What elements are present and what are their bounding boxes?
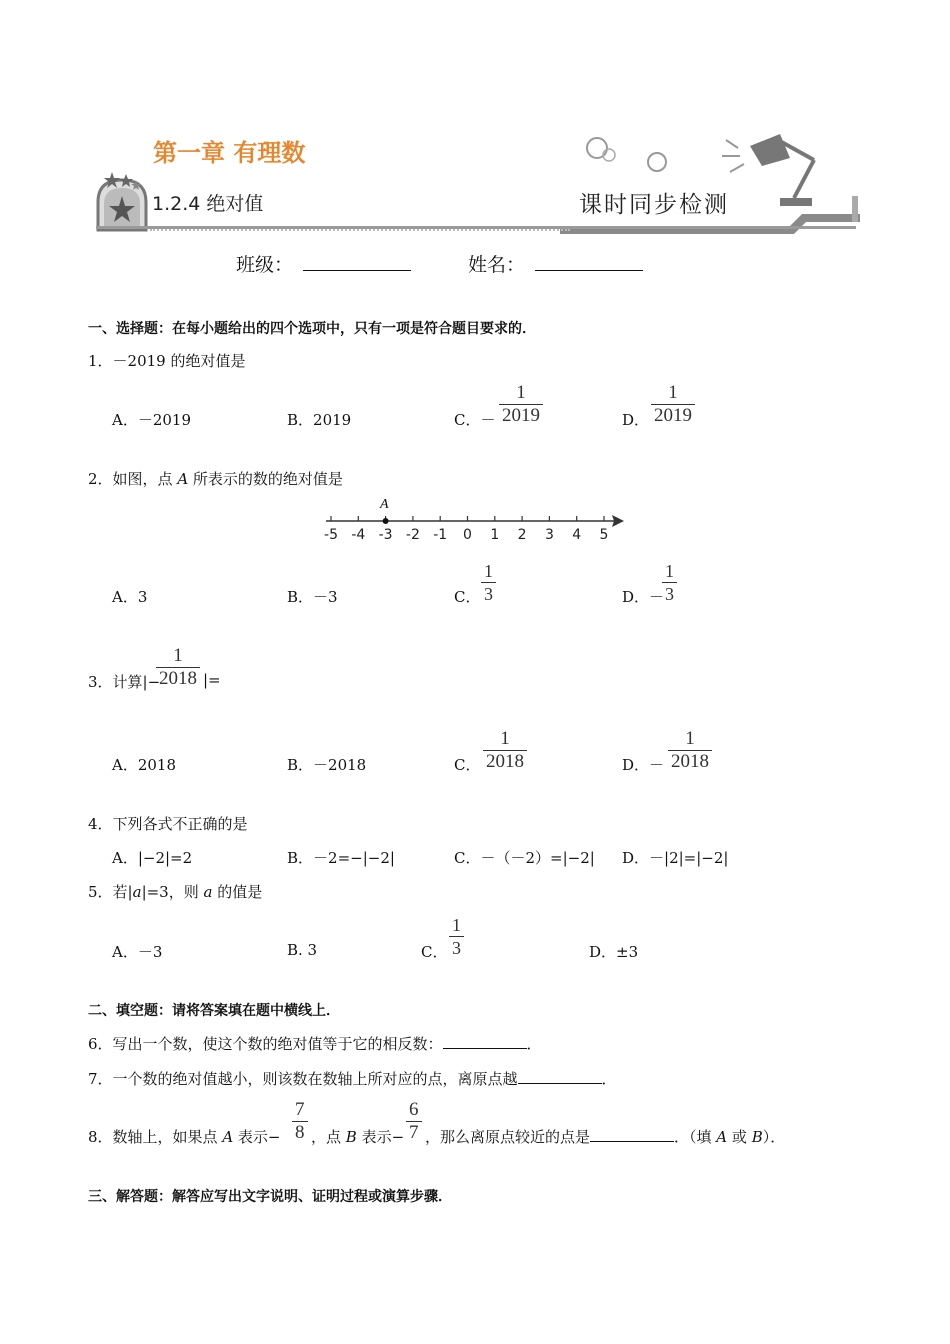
q1-d-denominator: 2019 bbox=[651, 404, 695, 427]
sync-test-title: 课时同步检测 bbox=[579, 192, 729, 218]
q8-p2: 表示− bbox=[233, 1128, 281, 1146]
q5-stem-mid: |=3，则 bbox=[141, 883, 204, 901]
class-label: 班级： bbox=[236, 254, 294, 276]
class-field[interactable] bbox=[236, 250, 411, 277]
q2-stem-pre: 2．如图，点 bbox=[88, 470, 178, 488]
name-field[interactable] bbox=[468, 250, 643, 277]
q5-stem-var2: a bbox=[203, 883, 213, 901]
q5-option-a[interactable]: A．－3 bbox=[112, 943, 163, 961]
q3-d-numerator: 1 bbox=[685, 728, 695, 749]
q1-c-numerator: 1 bbox=[516, 382, 526, 403]
q3-c-denominator: 2018 bbox=[483, 750, 527, 773]
q2-c-denominator: 3 bbox=[481, 582, 496, 605]
q2-stem-post: 所表示的数的绝对值是 bbox=[188, 470, 343, 488]
q7-blank[interactable] bbox=[518, 1083, 602, 1084]
q3-option-d[interactable]: D．－ bbox=[622, 756, 665, 774]
q8-fraction-a bbox=[292, 1099, 308, 1144]
q3-stem-post: |= bbox=[203, 671, 221, 689]
q2-c-fraction bbox=[481, 560, 496, 605]
q5-c-denominator: 3 bbox=[449, 936, 464, 959]
q7 bbox=[88, 1068, 617, 1089]
q4-option-c[interactable]: C．－（－2）=|−2| bbox=[454, 849, 595, 867]
q1-c-fraction bbox=[499, 382, 543, 427]
q4-stem: 4．下列各式不正确的是 bbox=[88, 815, 248, 833]
number-line-tick-label: -4 bbox=[351, 527, 366, 543]
q5-option-c[interactable]: C． bbox=[421, 943, 448, 961]
q2-d-numerator: 1 bbox=[665, 561, 674, 581]
number-line-tick-label: -2 bbox=[405, 527, 420, 543]
section1-title: 一、选择题：在每小题给出的四个选项中，只有一项是符合题目要求的． bbox=[88, 321, 536, 337]
class-blank[interactable] bbox=[303, 270, 411, 271]
q5-stem-pre: 5．若| bbox=[88, 883, 133, 901]
q8-p3: ，点 bbox=[311, 1128, 346, 1146]
q8-p5: ，那么离原点较近的点是 bbox=[425, 1128, 591, 1146]
q8-part3 bbox=[425, 1126, 785, 1147]
number-line bbox=[318, 494, 630, 546]
point-a-dot bbox=[383, 518, 389, 524]
q2-c-numerator: 1 bbox=[484, 561, 493, 581]
q8-p7: 或 bbox=[727, 1128, 752, 1146]
q8-part1 bbox=[88, 1126, 281, 1147]
q5-stem-post: 的值是 bbox=[212, 883, 263, 901]
q3-stem-denominator: 2018 bbox=[156, 667, 200, 690]
number-line-tick-label: 4 bbox=[572, 527, 582, 543]
desk-lamp-icon bbox=[722, 134, 814, 206]
header-dotted-rule bbox=[150, 229, 570, 231]
number-line-tick-label: -5 bbox=[324, 527, 338, 543]
q2-stem-var: A bbox=[177, 470, 189, 488]
q1-d-fraction bbox=[651, 382, 695, 427]
q1-option-b[interactable]: B．2019 bbox=[287, 411, 352, 429]
q8-var-a: A bbox=[222, 1128, 234, 1146]
number-line-tick-label: -1 bbox=[433, 527, 448, 543]
q1-option-a[interactable]: A．－2019 bbox=[112, 411, 192, 429]
q3-option-a[interactable]: A．2018 bbox=[112, 756, 177, 774]
point-a-label: A bbox=[380, 497, 389, 512]
q2-d-fraction bbox=[662, 560, 677, 605]
name-label: 姓名： bbox=[468, 254, 526, 276]
q3-c-numerator: 1 bbox=[500, 728, 510, 749]
bubble-icon bbox=[587, 138, 607, 158]
q2-option-a[interactable]: A．3 bbox=[112, 588, 148, 606]
q6-blank[interactable] bbox=[443, 1048, 527, 1049]
q8-var-a2: A bbox=[716, 1128, 728, 1146]
q7-end: ． bbox=[601, 1070, 617, 1088]
star-badge-icon bbox=[98, 172, 146, 230]
q8-p6: ．（填 bbox=[674, 1128, 717, 1146]
q1-option-c[interactable]: C．－ bbox=[454, 411, 496, 429]
q3-stem-fraction bbox=[156, 645, 200, 690]
q1-d-numerator: 1 bbox=[668, 382, 678, 403]
q3-d-fraction bbox=[668, 728, 712, 773]
q6 bbox=[88, 1033, 542, 1054]
chapter-title: 第一章 有理数 bbox=[153, 139, 306, 167]
q4-option-d[interactable]: D．－|2|=|−2| bbox=[622, 849, 729, 867]
q3-stem-numerator: 1 bbox=[173, 645, 183, 666]
q5-option-d[interactable]: D．±3 bbox=[589, 943, 639, 961]
number-line-tick-label: 5 bbox=[599, 527, 609, 543]
number-line-tick-label: 2 bbox=[517, 527, 527, 543]
q6-end: ． bbox=[526, 1035, 542, 1053]
q5-stem-var: a bbox=[132, 883, 142, 901]
q8-fraction-a-num: 7 bbox=[295, 1099, 305, 1120]
q8-var-b: B bbox=[345, 1128, 357, 1146]
q1-stem: 1．－2019 的绝对值是 bbox=[88, 352, 246, 370]
section2-title: 二、填空题：请将答案填在题中横线上． bbox=[88, 1003, 340, 1019]
q8-p1: 8．数轴上，如果点 bbox=[88, 1128, 223, 1146]
q3-stem-pre: 3．计算|− bbox=[88, 673, 161, 691]
section3-title: 三、解答题：解答应写出文字说明、证明过程或演算步骤． bbox=[88, 1189, 452, 1205]
q2-stem bbox=[88, 468, 343, 489]
q3-d-denominator: 2018 bbox=[668, 750, 712, 773]
q7-text: 7．一个数的绝对值越小，则该数在数轴上所对应的点，离原点越 bbox=[88, 1070, 518, 1088]
q8-var-b2: B bbox=[751, 1128, 763, 1146]
q1-c-denominator: 2019 bbox=[499, 404, 543, 427]
q5-c-numerator: 1 bbox=[452, 915, 461, 935]
number-line-tick-label: 1 bbox=[490, 527, 500, 543]
q4-option-b[interactable]: B．－2=−|−2| bbox=[287, 849, 395, 867]
q2-option-b[interactable]: B．－3 bbox=[287, 588, 338, 606]
q8-fraction-a-den: 8 bbox=[292, 1121, 308, 1144]
q8-blank[interactable] bbox=[590, 1141, 674, 1142]
q8-p8: ）． bbox=[762, 1128, 786, 1146]
q3-option-b[interactable]: B．－2018 bbox=[287, 756, 367, 774]
q3-c-fraction bbox=[483, 728, 527, 773]
number-line-tick-label: 0 bbox=[463, 527, 472, 543]
q1-option-d[interactable]: D． bbox=[622, 411, 650, 429]
q5-stem bbox=[88, 881, 262, 902]
number-line-tick-label: -3 bbox=[378, 527, 393, 543]
q2-d-denominator: 3 bbox=[662, 582, 677, 605]
q3-option-c[interactable]: C． bbox=[454, 756, 481, 774]
q8-fraction-b-num: 6 bbox=[409, 1099, 419, 1120]
q8-fraction-b-den: 7 bbox=[406, 1121, 422, 1144]
lesson-title: 1.2.4 绝对值 bbox=[152, 193, 264, 215]
q8-part2 bbox=[311, 1126, 404, 1147]
q5-c-fraction bbox=[449, 914, 464, 959]
q2-option-d[interactable]: D．－ bbox=[622, 588, 665, 606]
q4-option-a[interactable]: A．|−2|=2 bbox=[112, 849, 193, 867]
q8-p4: 表示− bbox=[356, 1128, 405, 1146]
q6-text: 6．写出一个数，使这个数的绝对值等于它的相反数： bbox=[88, 1035, 443, 1053]
q8-fraction-b bbox=[406, 1099, 422, 1144]
q5-option-b[interactable]: B. 3 bbox=[287, 941, 318, 959]
number-line-tick-label: 3 bbox=[544, 527, 554, 543]
name-blank[interactable] bbox=[535, 270, 643, 271]
q2-option-c[interactable]: C． bbox=[454, 588, 481, 606]
